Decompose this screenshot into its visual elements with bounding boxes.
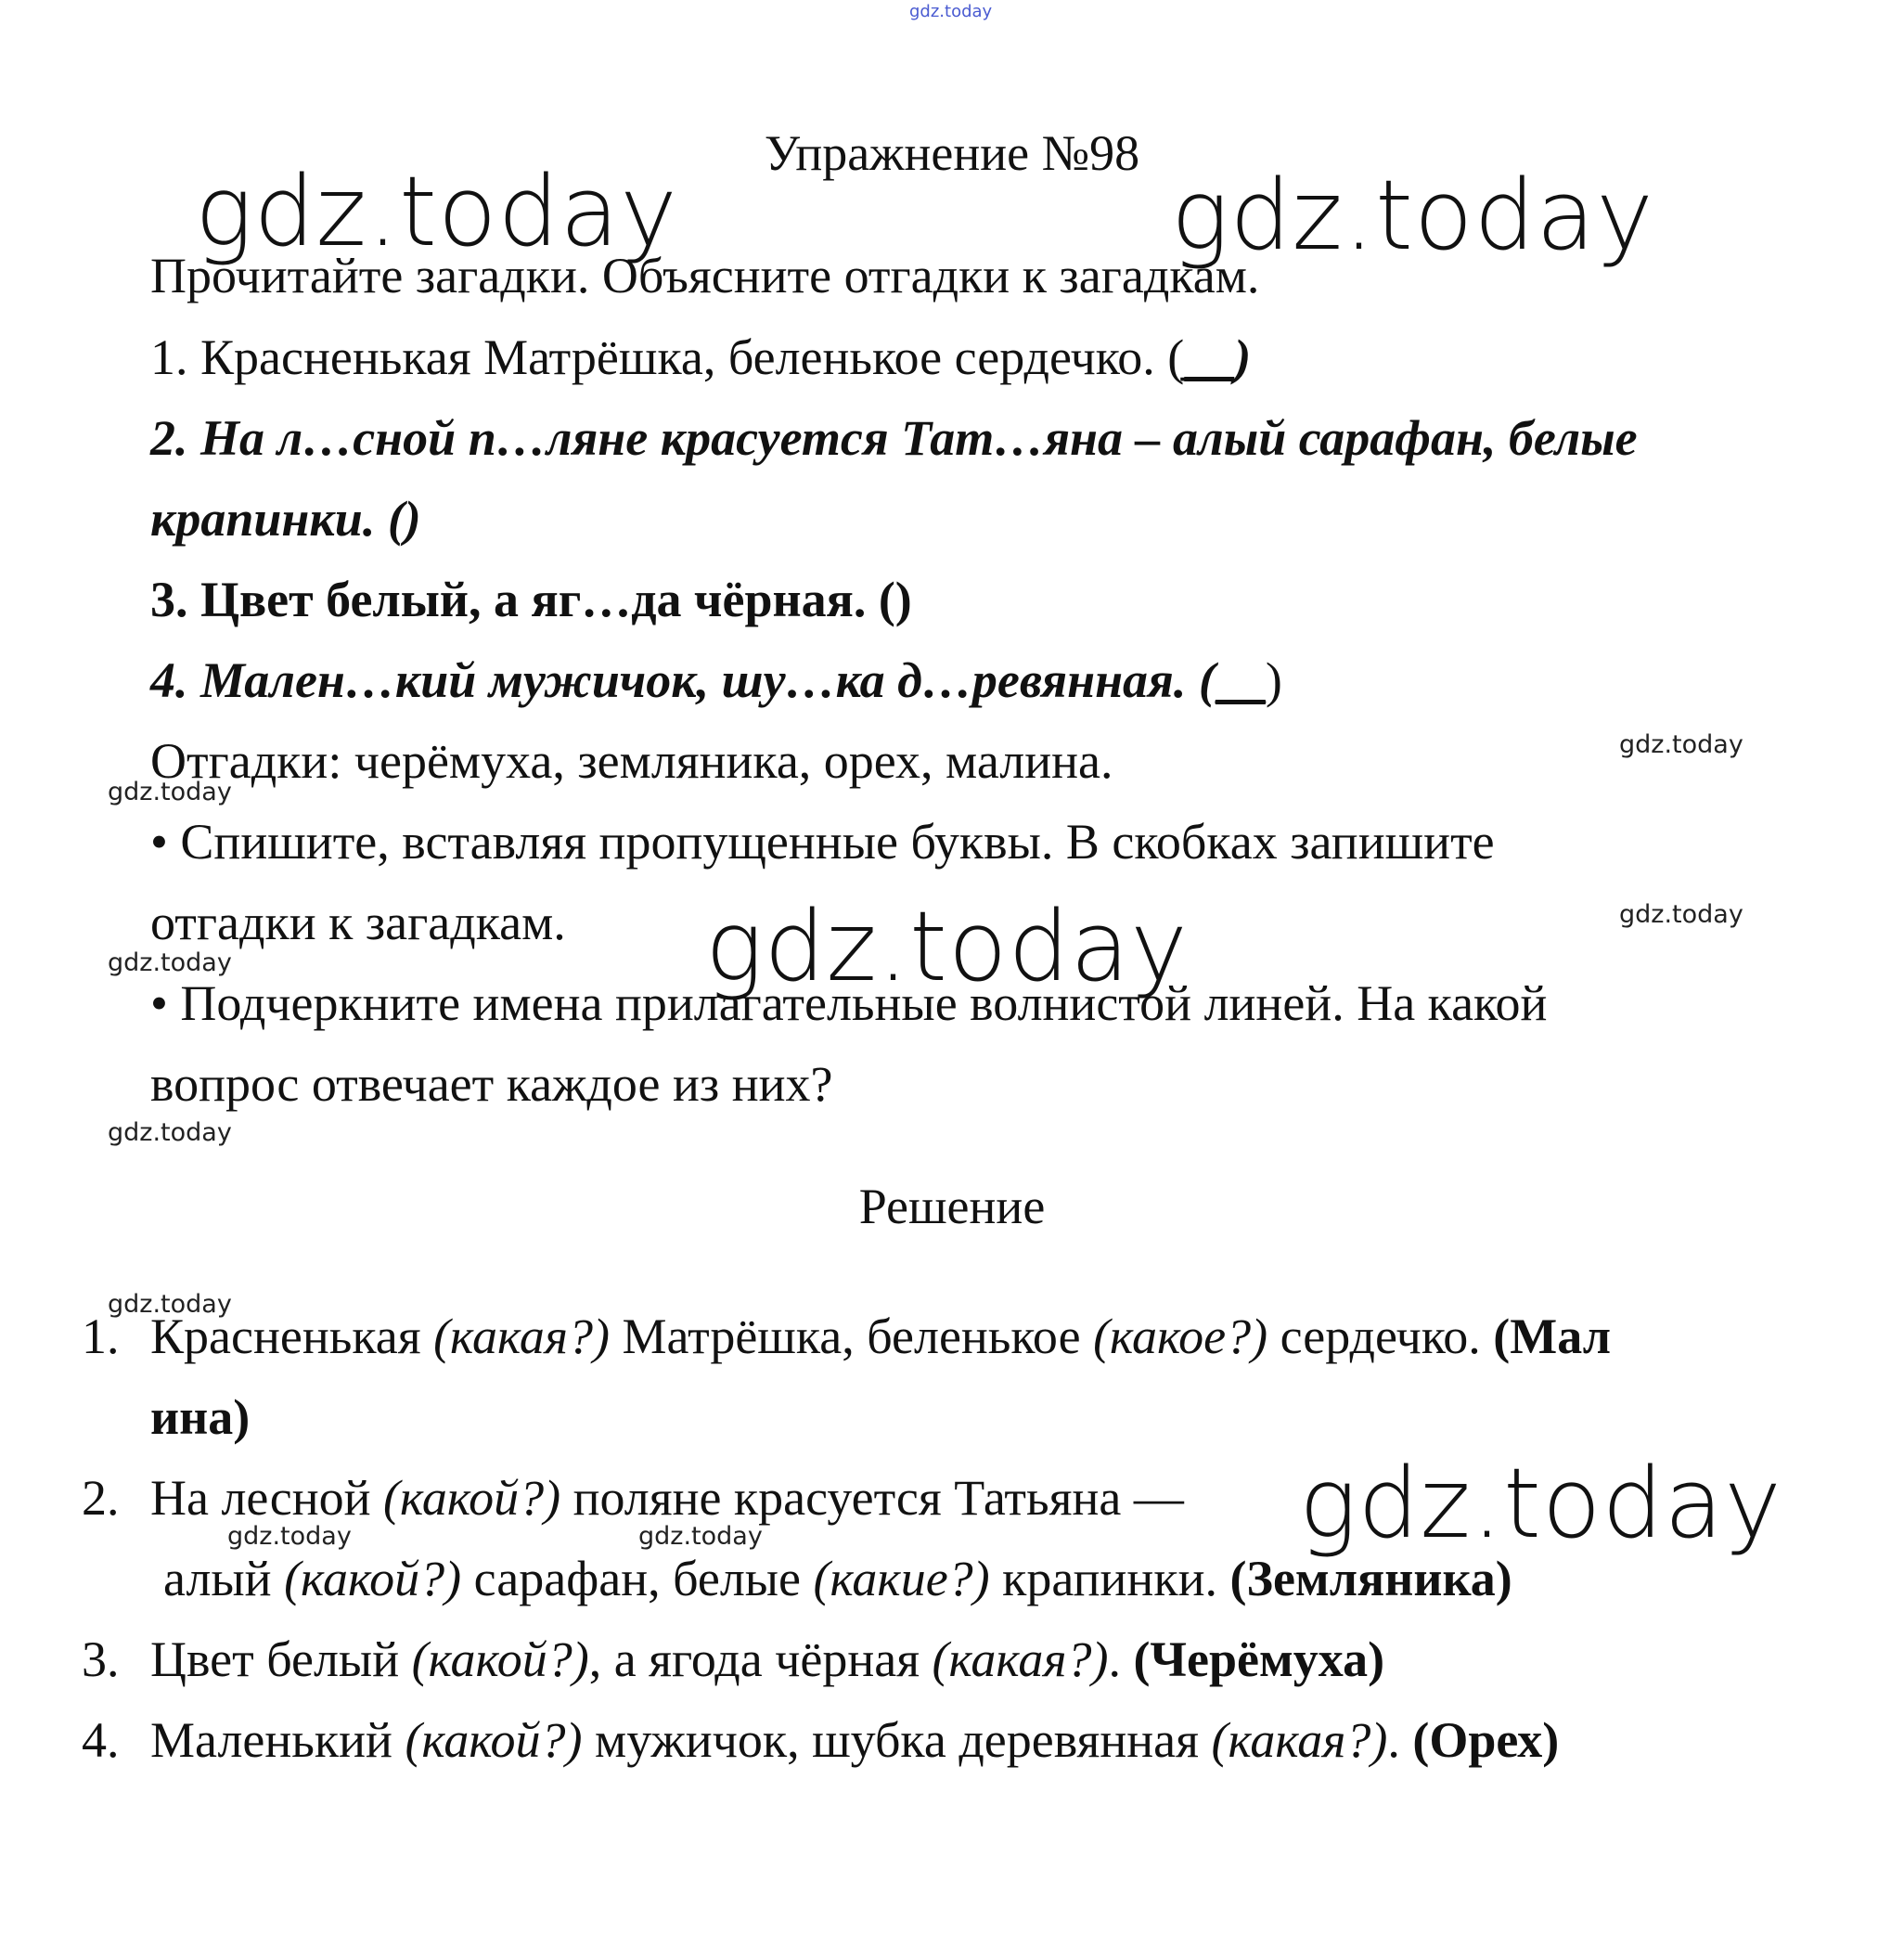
riddle-2-line1: 2. На л…сной п…ляне красуется Тат…яна – алый сарафан, белые (150, 410, 1638, 466)
task-2-line1: • Подчеркните имена прилагательные волнистой линей. На какой (150, 975, 1548, 1031)
watermark-big: gdz.today (705, 890, 1189, 1003)
answers-line: Отгадки: черёмуха, земляника, орех, малина. (150, 733, 1113, 789)
instruction: Прочитайте загадки. Объясните отгадки к загадкам. (150, 248, 1260, 303)
question-label: (какие?) (813, 1551, 990, 1606)
task-2-line2: вопрос отвечает каждое из них? (150, 1056, 833, 1112)
question-label: (какая?) (1211, 1712, 1388, 1768)
question-label: (какой?) (383, 1470, 561, 1526)
watermark-big: gdz.today (1299, 1447, 1782, 1560)
solution-item-1 (150, 1304, 1611, 1369)
solution-text: . (1387, 1712, 1413, 1768)
riddle-answer: (Земляника) (1229, 1551, 1512, 1606)
solution-text: алый (163, 1551, 285, 1606)
watermark-small: gdz.today (227, 1522, 352, 1551)
watermark-small: gdz.today (1619, 730, 1743, 759)
solution-heading: Решение (858, 1179, 1046, 1234)
question-label: (какой?) (411, 1631, 589, 1687)
watermark-small: gdz.today (1619, 900, 1743, 929)
watermark-small: gdz.today (108, 948, 232, 977)
watermark-small: gdz.today (638, 1522, 763, 1551)
solution-item-2-number: 2. (82, 1470, 120, 1526)
riddle-1 (150, 325, 1251, 390)
solution-text: На лесной (150, 1470, 383, 1526)
solution-item-3-number: 3. (82, 1631, 120, 1687)
solution-item-4 (150, 1708, 1559, 1773)
watermark-big: gdz.today (1171, 159, 1654, 272)
solution-text: Цвет белый (150, 1631, 412, 1687)
solution-text: сарафан, белые (461, 1551, 814, 1606)
solution-item-2 (150, 1465, 1184, 1530)
riddle-answer: (Мал (1493, 1309, 1611, 1364)
watermark-top: gdz.today (909, 2, 993, 21)
solution-item-2-cont (163, 1546, 1512, 1611)
solution-text: Матрёшка, беленькое (609, 1309, 1094, 1364)
solution-text: . (1108, 1631, 1134, 1687)
question-label: (какой?) (405, 1712, 583, 1768)
riddle-answer: (Черёмуха) (1133, 1631, 1385, 1687)
watermark-big: gdz.today (195, 155, 678, 268)
riddle-4-blank: __ (1215, 652, 1266, 708)
solution-text: сердечко. (1267, 1309, 1494, 1364)
watermark-small: gdz.today (108, 1118, 232, 1147)
riddle-1-text: 1. Красненькая Матрёшка, беленькое сердечко. ( (150, 329, 1185, 385)
riddle-1-blank: __ (1184, 329, 1235, 385)
solution-text: крапинки. (989, 1551, 1230, 1606)
watermark-small: gdz.today (108, 778, 232, 806)
solution-item-3 (150, 1627, 1384, 1692)
solution-text: мужичок, шубка деревянная (582, 1712, 1212, 1768)
solution-item-4-number: 4. (82, 1712, 120, 1768)
question-label: (какое?) (1093, 1309, 1268, 1364)
riddle-1-close: ) (1234, 329, 1252, 385)
solution-text: , а ягода чёрная (588, 1631, 933, 1687)
solution-text: Маленький (150, 1712, 405, 1768)
solution-text: Красненькая (150, 1309, 434, 1364)
solution-item-1-cont: ина) (150, 1389, 251, 1445)
solution-item-1-number: 1. (82, 1309, 120, 1364)
task-1-line1: • Спишите, вставляя пропущенные буквы. В скобках запишите (150, 814, 1495, 870)
riddle-4-text: 4. Мален…кий мужичок, шу…ка д…ревянная. ( (150, 652, 1216, 708)
question-label: (какая?) (932, 1631, 1109, 1687)
solution-text: поляне красуется Татьяна — (560, 1470, 1184, 1526)
riddle-2-line2: крапинки. () (150, 491, 421, 547)
riddle-answer: (Орех) (1412, 1712, 1560, 1768)
riddle-4-close: ) (1265, 652, 1282, 708)
question-label: (какой?) (284, 1551, 462, 1606)
riddle-4 (150, 648, 1282, 713)
task-1-line2: отгадки к загадкам. (150, 895, 566, 950)
exercise-title: Упражнение №98 (764, 125, 1140, 181)
watermark-small: gdz.today (108, 1290, 232, 1319)
question-label: (какая?) (433, 1309, 610, 1364)
riddle-3: 3. Цвет белый, а яг…да чёрная. () (150, 572, 912, 627)
